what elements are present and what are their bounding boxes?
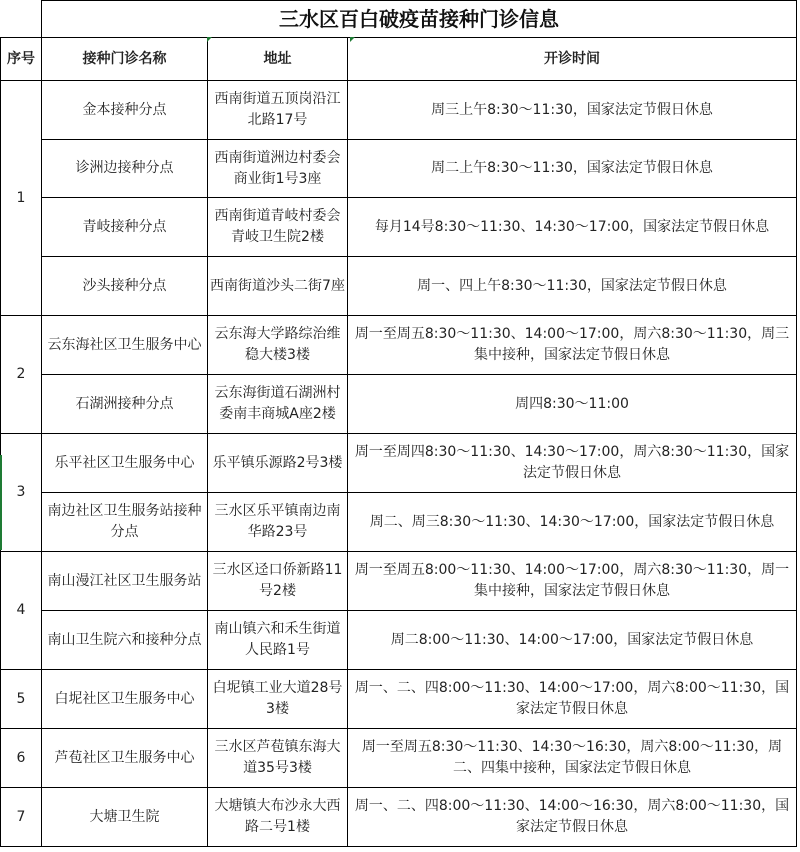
cell-address[interactable]: 白坭镇工业大道28号3楼: [208, 670, 348, 729]
cell-hours[interactable]: 周一、二、四8:00～11:30、14:00～17:00，周六8:00～11:30，国家法定节假日休息: [348, 670, 797, 729]
cell-name[interactable]: 南山漫江社区卫生服务站: [42, 552, 208, 611]
table-row: [1, 140, 797, 198]
cell-address[interactable]: 南山镇六和禾生街道人民路1号: [208, 611, 348, 670]
table-row: [1, 81, 797, 140]
cell-hours[interactable]: 周二、周三8:30～11:30、14:30～17:00，国家法定节假日休息: [348, 493, 797, 552]
cell-hours[interactable]: 周一至周五8:00～11:30、14:00～17:00，周六8:30～11:30，周一集中接种，国家法定节假日休息: [348, 552, 797, 611]
group-number-cell[interactable]: 1: [1, 81, 42, 316]
cell-address[interactable]: 云东海街道石湖洲村委南丰商城A座2楼: [208, 375, 348, 434]
header-no[interactable]: 序号: [1, 38, 42, 81]
cell-address[interactable]: 乐平镇乐源路2号3楼: [208, 434, 348, 493]
table-row: [1, 316, 797, 375]
cell-hours[interactable]: 周一、二、四8:00～11:30、14:00～16:30，周六8:00～11:30，国家法定节假日休息: [348, 788, 797, 847]
cell-name[interactable]: 白坭社区卫生服务中心: [42, 670, 208, 729]
table-row: [1, 493, 797, 552]
title-row: [1, 1, 797, 38]
cell-marker-icon: [207, 37, 212, 42]
cell-hours[interactable]: 周三上午8:30～11:30，国家法定节假日休息: [348, 81, 797, 140]
cell-hours[interactable]: 周二上午8:30～11:30，国家法定节假日休息: [348, 140, 797, 198]
cell-hours[interactable]: 周四8:30～11:00: [348, 375, 797, 434]
cell-address[interactable]: 西南街道沙头二街7座: [208, 257, 348, 316]
cell-address[interactable]: 云东海大学路综治维稳大楼3楼: [208, 316, 348, 375]
cell-address[interactable]: 西南街道洲边村委会商业街1号3座: [208, 140, 348, 198]
cell-hours[interactable]: 周一、四上午8:30～11:30，国家法定节假日休息: [348, 257, 797, 316]
cell-name[interactable]: 乐平社区卫生服务中心: [42, 434, 208, 493]
cell-name[interactable]: 大塘卫生院: [42, 788, 208, 847]
group-number-cell[interactable]: 2: [1, 316, 42, 434]
table-row: [1, 257, 797, 316]
cell-name[interactable]: 诊洲边接种分点: [42, 140, 208, 198]
cell-address[interactable]: 三水区芦苞镇东海大道35号3楼: [208, 729, 348, 788]
group-number-cell[interactable]: 7: [1, 788, 42, 847]
group-number-cell[interactable]: 4: [1, 552, 42, 670]
cell-name[interactable]: 青岐接种分点: [42, 198, 208, 257]
cell-name[interactable]: 云东海社区卫生服务中心: [42, 316, 208, 375]
table-row: [1, 375, 797, 434]
cell-name[interactable]: 金本接种分点: [42, 81, 208, 140]
cell-address[interactable]: 三水区乐平镇南边南华路23号: [208, 493, 348, 552]
header-name[interactable]: 接种门诊名称: [42, 38, 208, 81]
header-hours[interactable]: 开诊时间: [348, 38, 797, 81]
cell-hours[interactable]: 周一至周五8:30～11:30、14:00～17:00，周六8:30～11:30，周三集中接种，国家法定节假日休息: [348, 316, 797, 375]
table-row: [1, 729, 797, 788]
table-row: [1, 611, 797, 670]
table-row: [1, 198, 797, 257]
cell-hours[interactable]: 每月14号8:30～11:30、14:30～17:00，国家法定节假日休息: [348, 198, 797, 257]
table-row: [1, 552, 797, 611]
table-row: [1, 788, 797, 847]
group-number-cell[interactable]: 5: [1, 670, 42, 729]
header-row: [1, 38, 797, 81]
blank-cell[interactable]: [1, 1, 42, 38]
cell-address[interactable]: 西南街道青岐村委会青岐卫生院2楼: [208, 198, 348, 257]
group-number-cell[interactable]: 3: [1, 434, 42, 552]
cell-hours[interactable]: 周一至周五8:30～11:30、14:30～16:30，周六8:00～11:30，周二、四集中接种，国家法定节假日休息: [348, 729, 797, 788]
cell-address[interactable]: 大塘镇大布沙永大西路二号1楼: [208, 788, 348, 847]
table-title[interactable]: 三水区百白破疫苗接种门诊信息: [42, 1, 797, 38]
group-number-cell[interactable]: 6: [1, 729, 42, 788]
table-row: [1, 670, 797, 729]
cell-name[interactable]: 芦苞社区卫生服务中心: [42, 729, 208, 788]
cell-address[interactable]: 西南街道五顶岗沿江北路17号: [208, 81, 348, 140]
cell-address[interactable]: 三水区迳口侨新路11号2楼: [208, 552, 348, 611]
row-selection-indicator: [0, 455, 2, 550]
cell-hours[interactable]: 周二8:00～11:30、14:00～17:00，国家法定节假日休息: [348, 611, 797, 670]
header-address[interactable]: 地址: [208, 38, 348, 81]
cell-name[interactable]: 南边社区卫生服务站接种分点: [42, 493, 208, 552]
cell-name[interactable]: 南山卫生院六和接种分点: [42, 611, 208, 670]
cell-marker-icon: [350, 37, 355, 42]
cell-name[interactable]: 石湖洲接种分点: [42, 375, 208, 434]
cell-hours[interactable]: 周一至周四8:30～11:30、14:30～17:00，周六8:30～11:30，国家法定节假日休息: [348, 434, 797, 493]
cell-name[interactable]: 沙头接种分点: [42, 257, 208, 316]
table-row: [1, 434, 797, 493]
